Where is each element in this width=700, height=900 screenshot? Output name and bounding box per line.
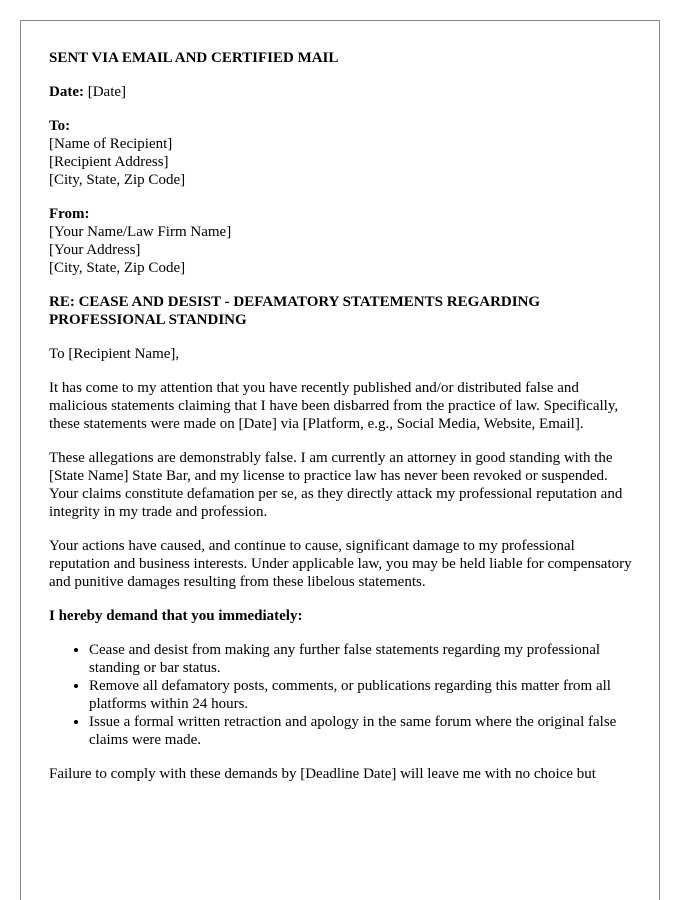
send-method-heading: SENT VIA EMAIL AND CERTIFIED MAIL [49,50,339,66]
date-value: [Date] [87,84,127,100]
from-label: From: [49,206,90,222]
date-label: Date: [49,84,84,100]
from-sender-name: [Your Name/Law Firm Name] [49,224,232,240]
demand-item: • Issue a formal written retraction and apology in the same forum where the original false claims were made. [89,713,639,749]
salutation: To [Recipient Name], [49,346,180,362]
from-block [49,205,639,277]
to-recipient-name: [Name of Recipient] [49,136,173,152]
to-recipient-address: [Recipient Address] [49,154,169,170]
body-paragraph: Your actions have caused, and continue to cause, significant damage to my professional reputation and business interests. Under applicable law, you may be held liable for compensatory and punitive damages resulting from these libelous statements. [49,538,632,590]
demand-item: • Remove all defamatory posts, comments, or publications regarding this matter from all platforms within 24 hours. [89,677,639,713]
closing-paragraph: Failure to comply with these demands by [Deadline Date] will leave me with no choice but [49,766,596,782]
from-city-state-zip: [City, State, Zip Code] [49,260,186,276]
to-city-state-zip: [City, State, Zip Code] [49,172,186,188]
from-sender-address: [Your Address] [49,242,141,258]
demand-heading: I hereby demand that you immediately: [49,608,303,624]
body-paragraph: These allegations are demonstrably false. I am currently an attorney in good standing with the [State Name] State Bar, and my license to practice law has never been revoked or suspended. Your claims constitute defamation per se, as they directly attack my professional reputation and integrity in my trade and profession. [49,450,623,520]
demand-list [49,641,639,749]
to-label: To: [49,118,71,134]
subject-line: RE: CEASE AND DESIST - DEFAMATORY STATEMENTS REGARDING PROFESSIONAL STANDING [49,294,541,328]
demand-item: • Cease and desist from making any further false statements regarding my professional standing or bar status. [89,641,639,677]
letter-content [49,49,639,799]
to-block [49,117,639,189]
body-paragraph: It has come to my attention that you have recently published and/or distributed false and malicious statements claiming that I have been disbarred from the practice of law. Specifically, these statements were made on [Date] via [Platform, e.g., Social Media, Website, Email]. [49,380,619,432]
letter-page [20,20,660,900]
date-line [49,83,639,101]
